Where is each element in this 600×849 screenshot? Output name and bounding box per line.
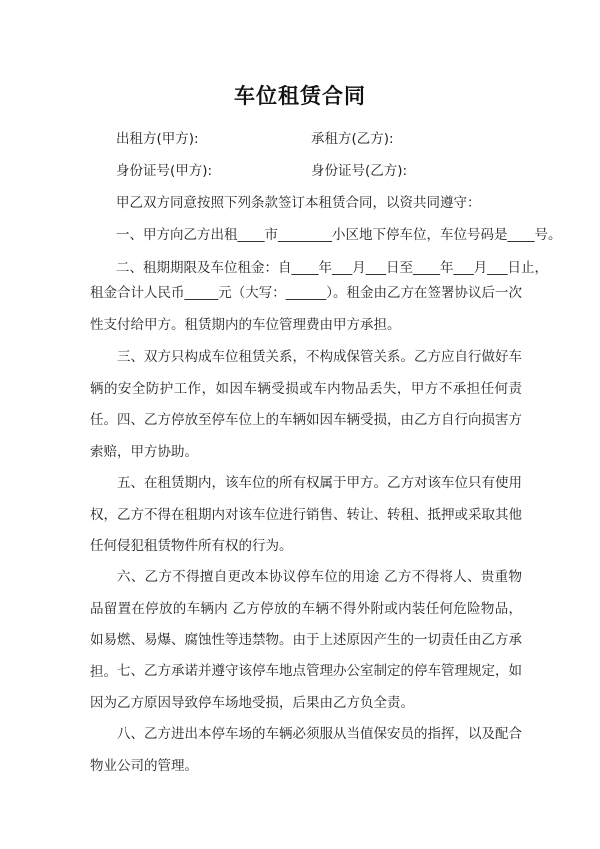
- lessor-id-label: 身份证号(甲方):: [116, 163, 213, 179]
- clause-8: 八、乙方进出本停车场的车辆必须服从当值保安员的指挥，以及配合物业公司的管理。: [90, 726, 522, 774]
- lessor-label: 出租方(甲方):: [116, 131, 199, 147]
- clause-2-line-1: 二、租期期限及车位租金：自____年___月___日至____年___月___日止，: [116, 260, 548, 276]
- page-title: 车位租赁合同: [234, 84, 366, 108]
- clause-7: 七、乙方承诺并遵守该停车地点管理办公室制定的停车管理规定，如因为乙方原因导致停车场地受损，后果由乙方负全责。: [90, 663, 522, 711]
- intro-text: 甲乙双方同意按照下列条款签订本租赁合同，以资共同遵守：: [116, 195, 481, 211]
- clause-5: 五、在租赁期内，该车位的所有权属于甲方。乙方对该车位只有使用权，乙方不得在租期内对该车位进行销售、转让、转租、抵押或采取其他任何侵犯租赁物件所有权的行为。: [90, 475, 522, 554]
- clause-4: 四、乙方停放至停车位上的车辆如因车辆受损，由乙方自行向损害方索赔，甲方协助。: [90, 412, 522, 460]
- lessee-id-label: 身份证号(乙方):: [311, 163, 408, 179]
- clause-2-line-2: 租金合计人民币_____元（大写：______）。租金由乙方在签署协议后一次性支付给甲方。租赁期内的车位管理费由甲方承担。: [90, 285, 522, 333]
- clause-3: 三、双方只构成车位租赁关系，不构成保管关系。乙方应自行做好车辆的安全防护工作，如因车辆受损或车内物品丢失，甲方不承担任何责任。: [90, 349, 522, 428]
- clause-1: 一、甲方向乙方出租____市________小区地下停车位，车位号码是____号。: [116, 227, 562, 243]
- lessee-label: 承租方(乙方):: [311, 131, 394, 147]
- clause-6: 六、乙方不得擅自更改本协议停车位的用途 乙方不得将人、贵重物品留置在停放的车辆内 乙方停放的车辆不得外附或内装任何危险物品，如易燃、易爆、腐蚀性等违禁物。由于上述原因产生的一切责任由乙方承担。: [90, 569, 522, 680]
